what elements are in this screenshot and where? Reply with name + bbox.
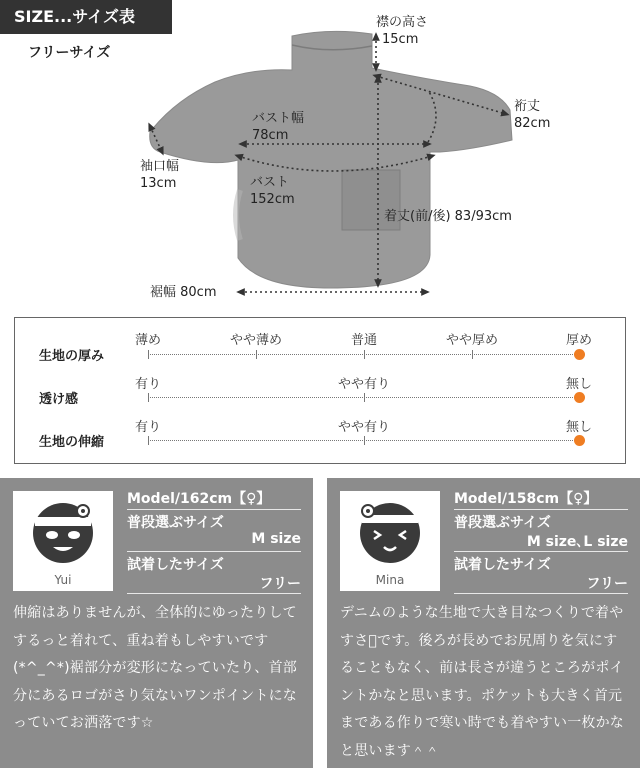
usual-size-label: 普段選ぶサイズ bbox=[127, 515, 224, 531]
bust-value: 152cm bbox=[250, 192, 295, 207]
scale-marker-dot bbox=[574, 392, 585, 403]
fabric-scale-box bbox=[14, 317, 626, 464]
review-comment: デニムのような生地で大き目なつくりで着やすさ です。後ろが長めでお尻周りを気にすることもなく、前は長さが違うところがポイントかなと思います。ポケットも大きく首元まである作りで寒い時でも着やすい一枚かなと思います＾＾ bbox=[340, 605, 624, 759]
collar-height-label: 襟の高さ bbox=[376, 15, 429, 30]
tried-size-value: フリー bbox=[259, 576, 301, 592]
model-height: Model/162cm【♀】 bbox=[127, 488, 301, 510]
review-panel-yui bbox=[0, 478, 313, 768]
scale-tick bbox=[148, 393, 149, 402]
scale-tick-label: 有り bbox=[134, 420, 162, 435]
scale-tick bbox=[364, 350, 365, 359]
scale-tick-label: やや有り bbox=[337, 377, 391, 392]
scale-tick-label: 無し bbox=[565, 420, 593, 435]
scale-tick-label: やや厚め bbox=[445, 333, 499, 348]
tried-size-label: 試着したサイズ bbox=[454, 557, 551, 573]
free-size-label: フリーサイズ bbox=[28, 45, 111, 61]
bust-width-label: バスト幅 bbox=[252, 111, 305, 126]
collar-height-value: 15cm bbox=[382, 32, 419, 47]
scale-tick-label: 厚め bbox=[565, 333, 593, 348]
sleeve-length-value: 82cm bbox=[514, 116, 551, 131]
sleeve-length-label: 裄丈 bbox=[514, 99, 541, 114]
cuff-width-label: 袖口幅 bbox=[140, 159, 180, 174]
garment-shape bbox=[150, 31, 512, 288]
tried-size-value: フリー bbox=[586, 576, 628, 592]
scale-marker-dot bbox=[574, 435, 585, 446]
tried-size-row bbox=[127, 552, 301, 594]
avatar-name: Yui bbox=[54, 573, 72, 587]
cuff-width-value: 13cm bbox=[140, 176, 177, 191]
scale-marker-dot bbox=[574, 349, 585, 360]
scale-tick bbox=[364, 436, 365, 445]
usual-size-value: M size､L size bbox=[526, 534, 628, 550]
avatar-yui bbox=[13, 491, 113, 591]
model-info bbox=[127, 488, 301, 594]
scale-tick-label: 無し bbox=[565, 377, 593, 392]
scale-label-thickness: 生地の厚み bbox=[39, 349, 105, 364]
usual-size-row bbox=[127, 510, 301, 552]
size-chart-tab: SIZE...サイズ表 bbox=[0, 0, 172, 34]
scale-tick bbox=[148, 350, 149, 359]
model-info bbox=[454, 488, 628, 594]
hem-width-label: 裾幅 80cm bbox=[150, 285, 217, 300]
scale-tick-label: 薄め bbox=[134, 333, 162, 348]
scale-label-transparency: 透け感 bbox=[39, 392, 79, 407]
scale-tick-label: やや薄め bbox=[229, 333, 283, 348]
bust-label: バスト bbox=[250, 175, 290, 190]
avatar-mina bbox=[340, 491, 440, 591]
scale-tick-label: やや有り bbox=[337, 420, 391, 435]
bust-width-value: 78cm bbox=[252, 128, 289, 143]
scale-tick bbox=[364, 393, 365, 402]
scale-label-stretch: 生地の伸縮 bbox=[39, 435, 105, 450]
review-comment: 伸縮はありませんが、全体的にゆったりしてするっと着れて、重ね着もしやすいです(*^_^*)裾部分が変形になっていたり、首部分にあるロゴがさり気ないワンポイントになっていてお洒落です☆ bbox=[13, 605, 297, 731]
scale-tick bbox=[256, 350, 257, 359]
review-panel-mina bbox=[327, 478, 640, 768]
usual-size-row bbox=[454, 510, 628, 552]
size-chart-section bbox=[0, 0, 640, 312]
length-label: 着丈(前/後) 83/93cm bbox=[384, 209, 512, 224]
tried-size-label: 試着したサイズ bbox=[127, 557, 224, 573]
model-height: Model/158cm【♀】 bbox=[454, 488, 628, 510]
scale-tick-label: 有り bbox=[134, 377, 162, 392]
usual-size-label: 普段選ぶサイズ bbox=[454, 515, 551, 531]
scale-tick bbox=[472, 350, 473, 359]
scale-tick-label: 普通 bbox=[350, 333, 378, 348]
avatar-name: Mina bbox=[375, 573, 405, 587]
tried-size-row bbox=[454, 552, 628, 594]
scale-tick bbox=[148, 436, 149, 445]
usual-size-value: M size bbox=[251, 531, 301, 547]
